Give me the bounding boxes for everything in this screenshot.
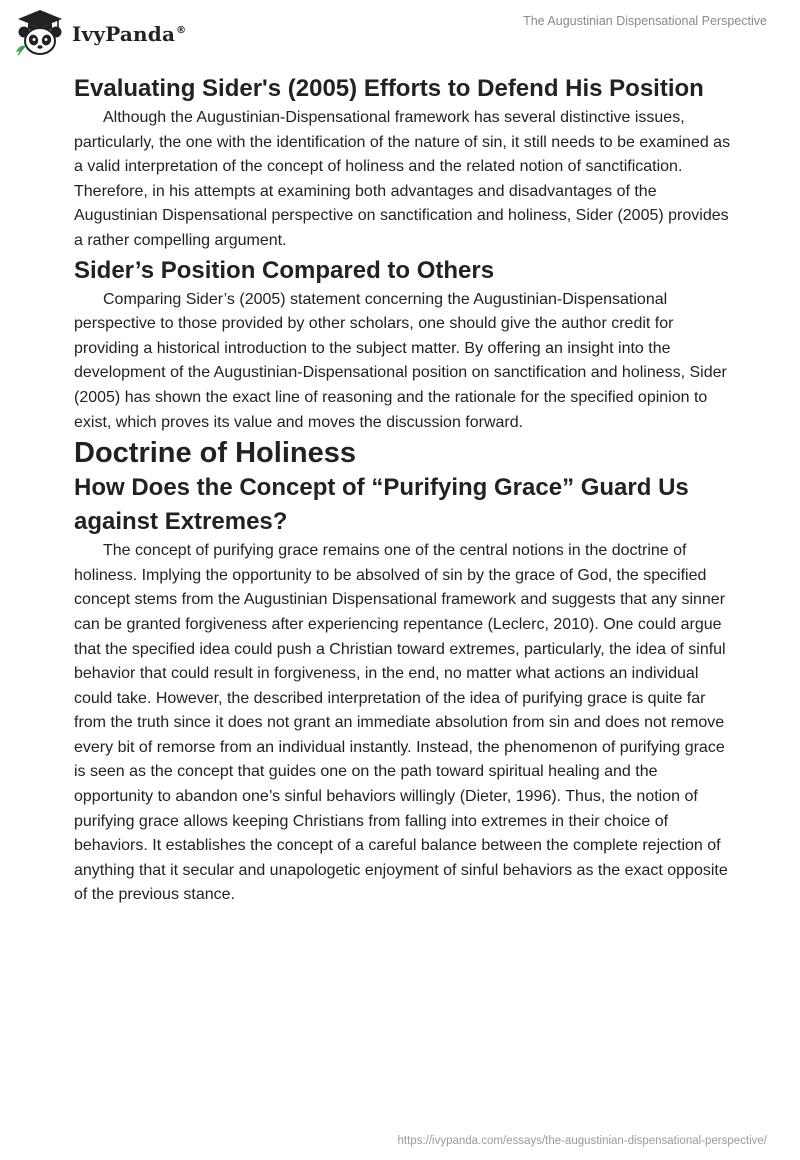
source-url[interactable]: https://ivypanda.com/essays/the-augustinian-dispensational-perspective/ (397, 1135, 767, 1147)
section-heading: How Does the Concept of “Purifying Grace” Guard Us against Extremes? (74, 474, 689, 536)
section-paragraph: The concept of purifying grace remains one of the central notions in the doctrine of holiness. Implying the opportunity to be absolved of sin by the grace of God, the specified concept stems from the Augustinian Dispensational framework and suggests that any sinner can be granted forgiveness after experiencing repentance (Leclerc, 2010). One could argue that the specified idea could push a Christian toward extremes, particularly, the idea of sinful behavior that could result in forgiveness, in the end, no matter what actions an individual could take. However, the described interpretation of the idea of purifying grace is quite far from the truth since it does not grant an immediate absolution from sin and does not remove every bit of remorse from an individual instantly. Instead, the phenomenon of purifying grace is seen as the concept that guides one on the path toward spiritual healing and the opportunity to abandon one’s sinful behaviors willingly (Dieter, 1996). Thus, the notion of purifying grace allows keeping Christians from falling into extremes in their choice of behaviors. It establishes the concept of a careful balance between the complete rejection of anything that it secular and unapologetic enjoyment of sinful behaviors as the exact opposite of the previous stance. (74, 542, 728, 904)
logo-wordmark (72, 22, 186, 46)
ivypanda-logo[interactable] (14, 8, 186, 56)
registered-mark: ® (176, 25, 187, 37)
section-paragraph: Although the Augustinian-Dispensational framework has several distinctive issues, particularly, the one with the identification of the nature of sin, it still needs to be examined as a valid interpretation of the concept of holiness and the related notion of sanctification. Therefore, in his attempts at examining both advantages and disadvantages of the Augustinian Dispensational perspective on sanctification and holiness, Sider (2005) provides a rather compelling argument. (74, 109, 731, 249)
logo-text: IvyPanda (72, 22, 176, 46)
chapter-heading: Doctrine of Holiness (74, 437, 356, 470)
section-paragraph: Comparing Sider’s (2005) statement concerning the Augustinian-Dispensational perspective to those provided by other scholars, one should give the author credit for providing a historical introduction to the subject matter. By offering an insight into the development of the Augustinian-Dispensational position on sanctification and holiness, Sider (2005) has shown the exact line of reasoning and the rationale for the specified opinion to exist, which proves its value and moves the discussion forward. (74, 290, 727, 431)
section-heading: Sider’s Position Compared to Others (74, 256, 495, 284)
essay-content (74, 72, 734, 908)
document-title: The Augustinian Dispensational Perspective (523, 14, 767, 28)
section-heading: Evaluating Sider's (2005) Efforts to Defend His Position (74, 75, 704, 102)
page-header (0, 0, 800, 60)
panda-logo-icon (14, 8, 66, 56)
